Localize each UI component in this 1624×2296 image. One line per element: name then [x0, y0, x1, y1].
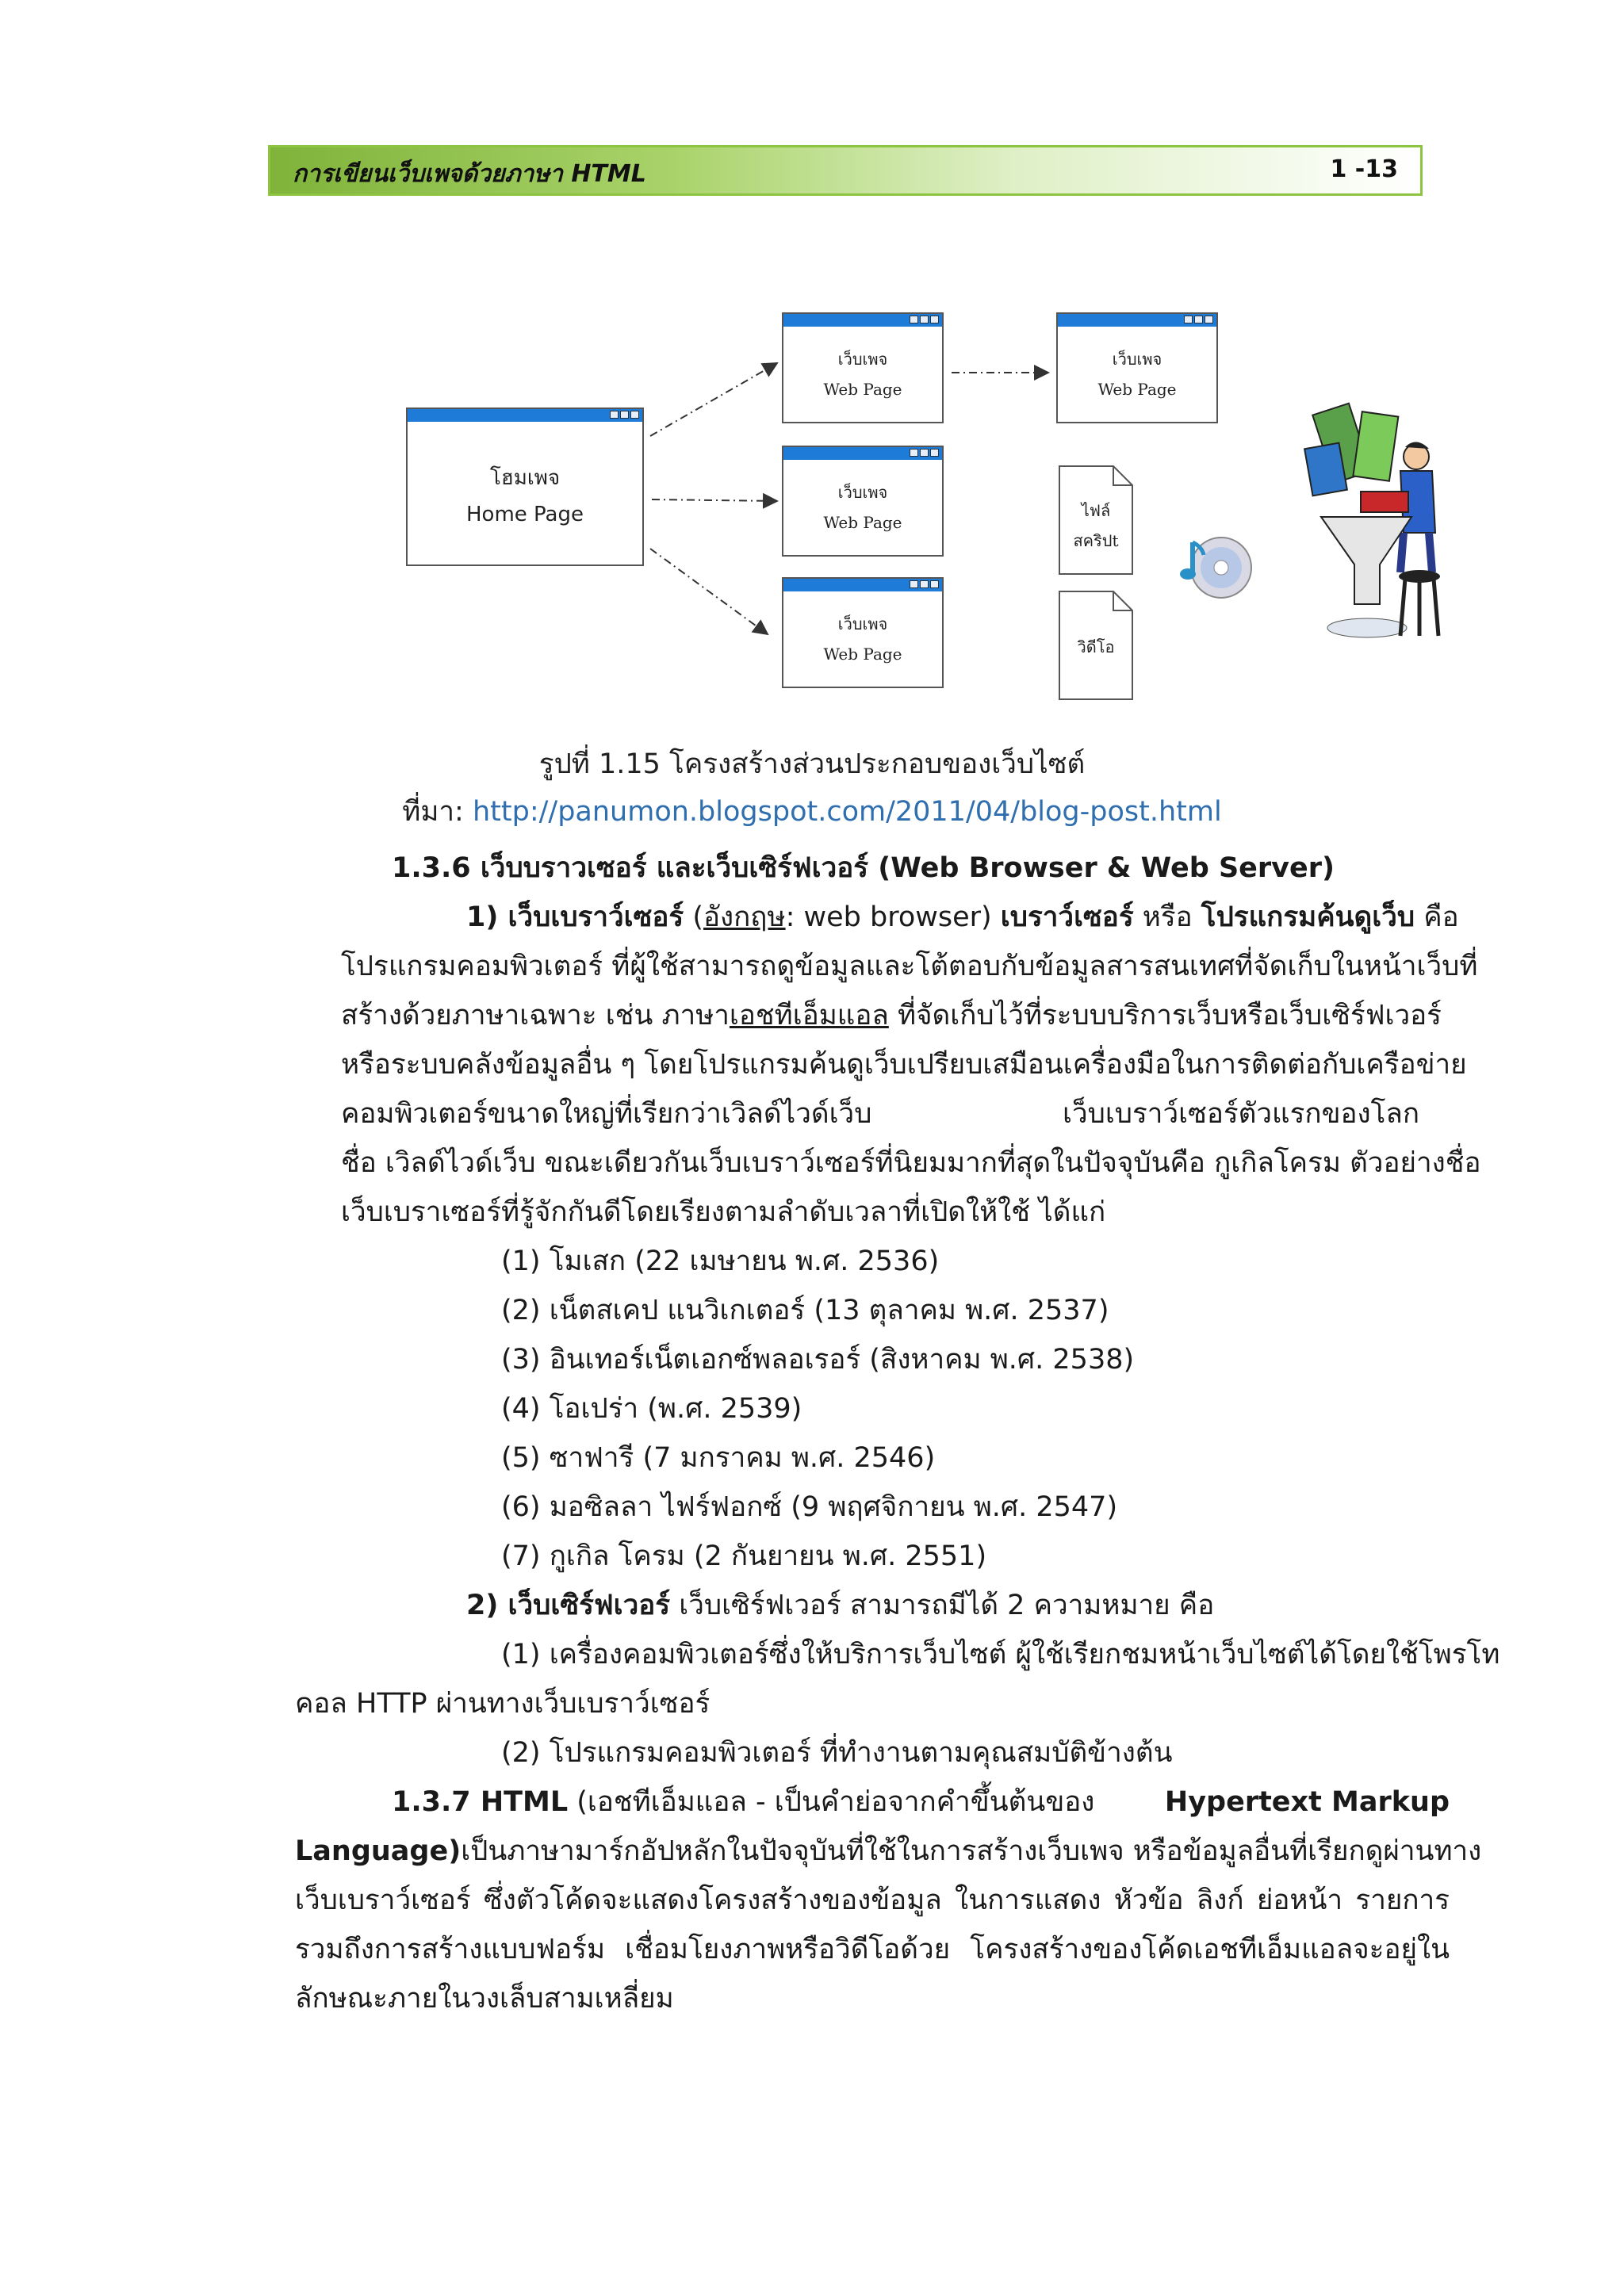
browser-para-line-2: โปรแกรมคอมพิวเตอร์ ที่ผู้ใช้สามารถดูข้อมูลและโต้ตอบกับข้อมูลสารสนเทศที่จัดเก็บในหน้าเว็บที่: [341, 951, 1478, 982]
browser-term-2: เบราว์เซอร์: [1000, 901, 1134, 933]
server-term: 2) เว็บเซิร์ฟเวอร์: [466, 1590, 671, 1621]
web-page-window-3: [782, 446, 944, 557]
website-structure-figure: [396, 301, 1451, 714]
web-page-label: Web Page: [823, 380, 902, 399]
browser-list-item: (4) โอเปร่า (พ.ศ. 2539): [501, 1393, 802, 1425]
english-link[interactable]: อังกฤษ: [703, 901, 786, 933]
browser-list-item: (2) เน็ตสเคป แนวิเกเตอร์ (13 ตุลาคม พ.ศ. 2537): [501, 1295, 1109, 1326]
figure-source: [0, 790, 1624, 833]
web-page-label: Web Page: [823, 645, 902, 664]
web-page-window-4: [782, 577, 944, 688]
section-137-line-3: เว็บเบราว์เซอร์ ซึ่งตัวโค้ดจะแสดงโครงสร้างของข้อมูล ในการแสดง หัวข้อ ลิงก์ ย่อหน้า รายการ: [295, 1885, 1450, 1916]
music-cd-icon: [1175, 526, 1254, 606]
html-link[interactable]: เอชทีเอ็มแอล: [729, 1000, 889, 1031]
web-page-thai-label: เว็บเพจ: [837, 614, 888, 633]
section-137-line-4: รวมถึงการสร้างแบบฟอร์ม เชื่อมโยงภาพหรือวิดีโอด้วย โครงสร้างของโค้ดเอชทีเอ็มแอลจะอยู่ใน: [295, 1934, 1450, 1965]
server-item-1: (1) เครื่องคอมพิวเตอร์ซึ่งให้บริการเว็บไซต์ ผู้ใช้เรียกชมหน้าเว็บไซต์ได้โดยใช้โพรโท: [501, 1639, 1500, 1670]
server-para-line-1: 2) เว็บเซิร์ฟเวอร์ เว็บเซิร์ฟเวอร์ สามารถมีได้ 2 ความหมาย คือ: [466, 1590, 1215, 1621]
browser-para-line-1: 1) เว็บเบราว์เซอร์ (อังกฤษ: web browser) เบราว์เซอร์ หรือ โปรแกรมค้นดูเว็บ คือ: [466, 901, 1459, 933]
web-page-thai-label: เว็บเพจ: [837, 350, 888, 369]
page-header: [268, 145, 1423, 196]
section-137-line-1: 1.3.7 HTML (เอชทีเอ็มแอล - เป็นคำย่อจากคำขึ้นต้นของ Hypertext Markup: [392, 1777, 1450, 1827]
browser-term-3: โปรแกรมค้นดูเว็บ: [1201, 901, 1415, 933]
browser-list-item: (3) อินเทอร์เน็ตเอกซ์พลอเรอร์ (สิงหาคม พ.ศ. 2538): [501, 1344, 1135, 1376]
user-funnel-illustration: [1285, 398, 1451, 699]
browser-para-line-4: หรือระบบคลังข้อมูลอื่น ๆ โดยโปรแกรมค้นดูเว็บเปรียบเสมือนเครื่องมือในการติดต่อกับเครือข่าย: [341, 1049, 1467, 1081]
header-title: การเขียนเว็บเพจด้วยภาษา HTML: [293, 160, 646, 188]
language-term: Language): [295, 1835, 462, 1867]
browser-list-item: (1) โมเสก (22 เมษายน พ.ศ. 2536): [501, 1246, 940, 1277]
web-page-label: Web Page: [1097, 380, 1177, 399]
script-file-label-1: ไฟล์: [1081, 501, 1111, 520]
figure-caption: รูปที่ 1.15 โครงสร้างส่วนประกอบของเว็บไซต์: [538, 748, 1086, 780]
source-label: ที่มา:: [402, 796, 473, 828]
web-page-thai-label: เว็บเพจ: [1112, 350, 1162, 369]
browser-list-item: (6) มอซิลลา ไฟร์ฟอกซ์ (9 พฤศจิกายน พ.ศ. 2547): [501, 1491, 1118, 1523]
web-page-window-1: [782, 312, 944, 423]
browser-list-item: (5) ซาฟารี (7 มกราคม พ.ศ. 2546): [501, 1442, 936, 1474]
section-136-heading: 1.3.6 เว็บบราวเซอร์ และเว็บเซิร์ฟเวอร์ (Web Browser & Web Server): [392, 852, 1335, 884]
browser-list-item: (7) กูเกิล โครม (2 กันยายน พ.ศ. 2551): [501, 1540, 987, 1572]
page-number: 1 -13: [1330, 155, 1398, 183]
script-file-icon: [1058, 465, 1134, 576]
home-page-label: Home Page: [466, 503, 584, 526]
server-item-1-cont: คอล HTTP ผ่านทางเว็บเบราว์เซอร์: [295, 1688, 710, 1720]
section-137-line-5: ลักษณะภายในวงเล็บสามเหลี่ยม: [295, 1983, 674, 2015]
web-page-window-2: [1056, 312, 1218, 423]
browser-para-line-6: ชื่อ เวิลด์ไวด์เว็บ ขณะเดียวกันเว็บเบราว์เซอร์ที่นิยมมากที่สุดในปัจจุบันคือ กูเกิลโครม ตัวอย่างชื่อ: [341, 1147, 1481, 1179]
browser-para-line-5b: เว็บเบราว์เซอร์ตัวแรกของโลก: [1063, 1098, 1420, 1130]
hypertext-markup-term: Hypertext Markup: [1164, 1786, 1450, 1818]
web-page-label: Web Page: [823, 513, 902, 532]
home-page-window: [406, 408, 644, 566]
browser-para-line-5a: คอมพิวเตอร์ขนาดใหญ่ที่เรียกว่าเวิลด์ไวด์เว็บ: [341, 1098, 872, 1130]
browser-term: 1) เว็บเบราว์เซอร์: [466, 901, 684, 933]
source-link[interactable]: http://panumon.blogspot.com/2011/04/blog-post.html: [472, 796, 1222, 828]
browser-para-line-7: เว็บเบราเซอร์ที่รู้จักกันดีโดยเรียงตามลำดับเวลาที่เปิดให้ใช้ ได้แก่: [341, 1196, 1106, 1228]
video-file-label: วิดีโอ: [1077, 637, 1115, 656]
home-page-thai-label: โฮมเพจ: [489, 466, 561, 490]
script-file-label-2: สคริปt: [1073, 531, 1119, 550]
server-item-2: (2) โปรแกรมคอมพิวเตอร์ ที่ทำงานตามคุณสมบัติข้างต้น: [501, 1737, 1173, 1769]
video-file-icon: [1058, 590, 1134, 701]
section-137-heading: 1.3.7 HTML: [392, 1786, 569, 1818]
web-page-thai-label: เว็บเพจ: [837, 483, 888, 502]
section-137-line-2: Language) เป็นภาษามาร์กอัปหลักในปัจจุบันที่ใช้ในการสร้างเว็บเพจ หรือข้อมูลอื่นที่เรียกดูผ่านทาง: [295, 1827, 1450, 1876]
browser-para-line-3: สร้างด้วยภาษาเฉพาะ เช่น ภาษาเอชทีเอ็มแอล ที่จัดเก็บไว้ที่ระบบบริการเว็บหรือเว็บเซิร์ฟเวอร์: [341, 1000, 1442, 1031]
